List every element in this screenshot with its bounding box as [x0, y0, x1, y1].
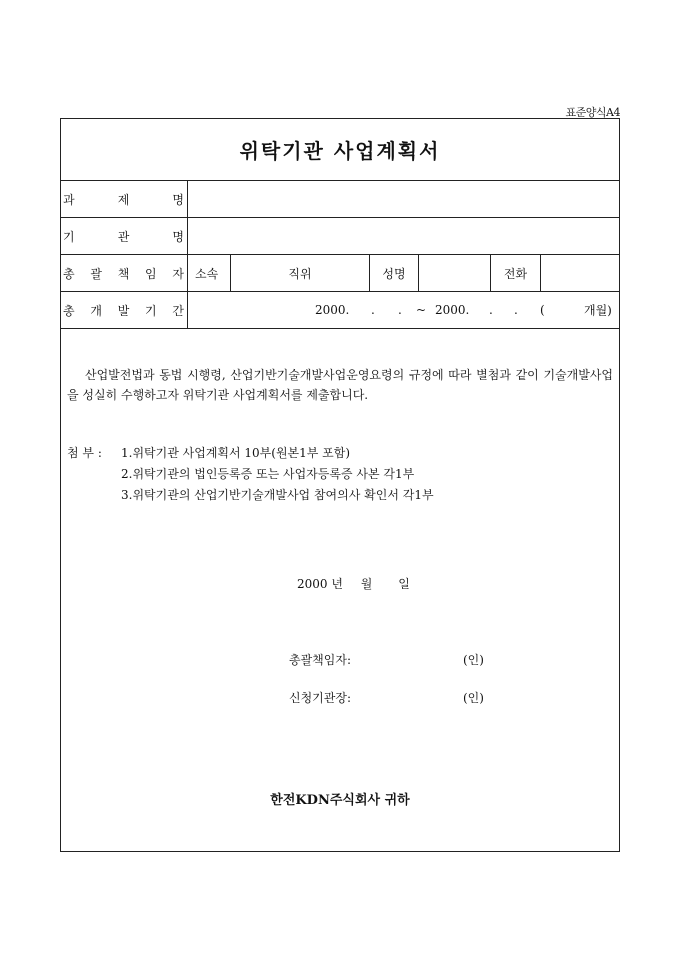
end-month-dot: . — [489, 303, 493, 317]
project-name-row — [61, 181, 619, 218]
org-name-row — [61, 218, 619, 255]
start-year: 2000. — [315, 303, 350, 317]
attachment-item: 2.위탁기관의 법인등록증 또는 사업자등록증 사본 각1부 — [121, 467, 415, 481]
date-day: 일 — [398, 577, 410, 591]
project-name-label — [61, 181, 188, 217]
position-label: 직위 — [231, 255, 370, 291]
months-label: 개월) — [584, 303, 612, 318]
tilde: ~ — [416, 303, 427, 317]
attachments — [67, 443, 434, 506]
end-year: 2000. — [435, 303, 470, 317]
period-field[interactable] — [188, 292, 619, 328]
org-name-field[interactable] — [188, 218, 619, 254]
label-char: 자 — [172, 266, 184, 281]
end-day-dot: . — [514, 303, 518, 317]
date-year: 2000 년 — [297, 577, 343, 591]
label-char: 총 — [63, 303, 75, 318]
form-code: 표준양식A4 — [565, 106, 620, 119]
label-char: 기 — [145, 303, 157, 318]
manager-seal: (인) — [463, 653, 484, 667]
name-field[interactable] — [419, 255, 491, 291]
label-char: 책 — [117, 266, 130, 281]
attachments-label: 첨 부 : — [67, 446, 102, 460]
paren-open: ( — [540, 303, 545, 317]
declaration-text — [67, 365, 613, 405]
start-day-dot: . — [398, 303, 402, 317]
period-row — [61, 292, 619, 329]
attachment-item: 1.위탁기관 사업계획서 10부(원본1부 포함) — [121, 446, 351, 460]
institution-head-signature-label: 신청기관장: — [289, 691, 352, 705]
dept-label: 소속 — [188, 255, 231, 291]
label-char: 발 — [117, 303, 130, 318]
label-char: 괄 — [90, 266, 102, 281]
label-char: 기 — [63, 229, 75, 244]
label-char: 임 — [145, 266, 157, 281]
attachment-item: 3.위탁기관의 산업기반기술개발사업 참여의사 확인서 각1부 — [121, 488, 434, 502]
manager-label — [61, 255, 188, 291]
label-char: 제 — [117, 192, 130, 207]
form-title: 위탁기관 사업계획서 — [61, 119, 619, 181]
start-month-dot: . — [371, 303, 375, 317]
period-label — [61, 292, 188, 328]
project-name-field[interactable] — [188, 181, 619, 217]
declaration-paragraph: 산업발전법과 동법 시행령, 산업기반기술개발사업운영요령의 규정에 따라 별첨과 같이 기술개발사업을 성실히 수행하고자 위탁기관 사업계획서를 제출합니다. — [67, 368, 613, 402]
form-frame — [60, 118, 620, 852]
date-line — [297, 575, 424, 592]
date-month: 월 — [360, 577, 373, 591]
phone-field[interactable] — [541, 255, 619, 291]
label-char: 명 — [172, 229, 184, 244]
institution-head-seal: (인) — [463, 691, 484, 705]
label-char: 간 — [172, 303, 184, 318]
label-char: 관 — [117, 229, 130, 244]
org-name-label — [61, 218, 188, 254]
manager-row — [61, 255, 619, 292]
recipient: 한전KDN주식회사 귀하 — [270, 793, 410, 808]
name-label: 성명 — [370, 255, 419, 291]
label-char: 과 — [63, 192, 75, 207]
label-char: 개 — [90, 303, 102, 318]
label-char: 총 — [63, 266, 75, 281]
phone-label: 전화 — [491, 255, 541, 291]
label-char: 명 — [172, 192, 184, 207]
manager-signature-label: 총괄책임자: — [289, 653, 352, 667]
